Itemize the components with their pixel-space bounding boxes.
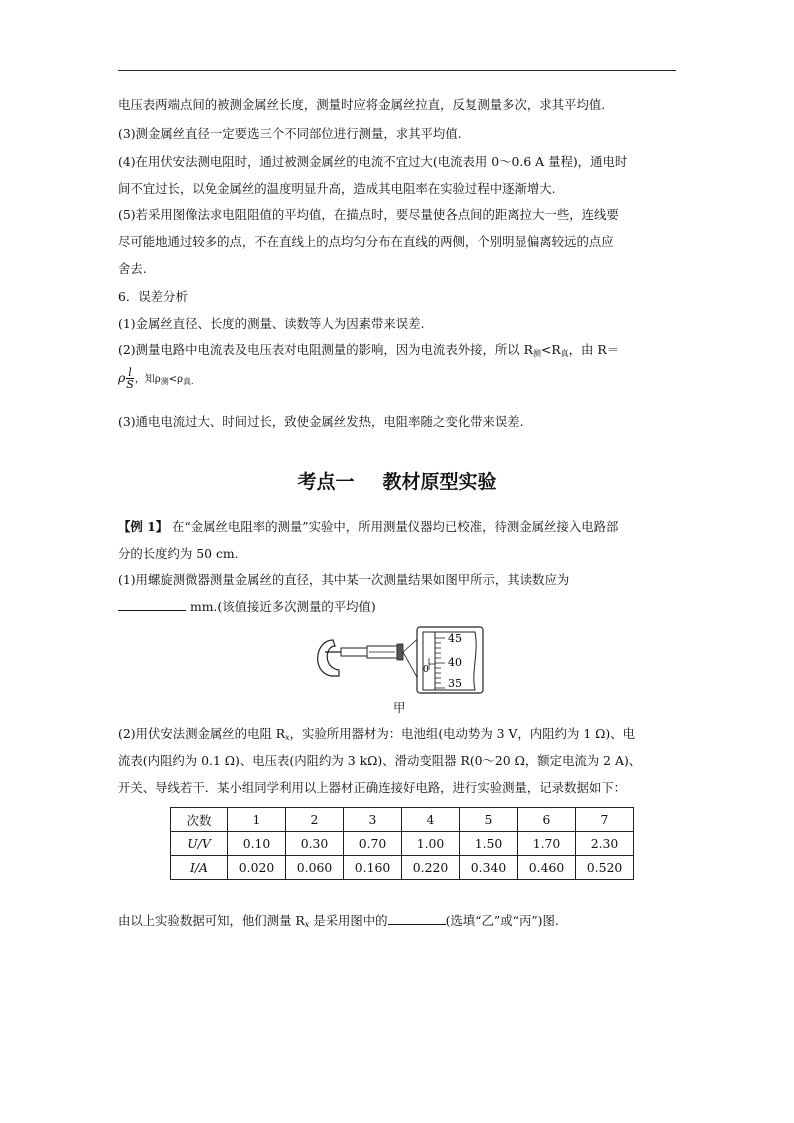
text-line: (1)用螺旋测微器测量金属丝的直径，其中某一次测量结果如图甲所示，其读数应为 [118, 572, 570, 587]
table-cell: 0.340 [460, 856, 518, 880]
heading-part: 考点一 [297, 471, 355, 493]
section-title: 6．误差分析 [118, 289, 188, 304]
text-run: (选填“乙”或“丙”)图. [445, 913, 559, 928]
table-row [171, 856, 634, 880]
table-cell: 0.020 [228, 856, 286, 880]
fraction-denominator: S [126, 378, 134, 391]
table-header-cell: 7 [576, 808, 634, 832]
text-run: ，知ρ [134, 374, 161, 385]
answer-blank[interactable] [118, 598, 186, 611]
heading-part: 教材原型实验 [382, 471, 497, 493]
table-cell: 0.10 [228, 832, 286, 856]
table-header-cell: 1 [228, 808, 286, 832]
answer-blank[interactable] [388, 912, 446, 925]
table-cell: 0.70 [344, 832, 402, 856]
text-run: <R [540, 342, 561, 357]
text-line: 分的长度约为 50 cm. [118, 546, 239, 561]
text-run: <ρ [168, 374, 183, 385]
table-cell: 1.70 [518, 832, 576, 856]
text-run: ，实验所用器材为：电池组(电动势为 3 V，内阻约为 1 Ω)、电 [289, 726, 636, 741]
text-line: 尽可能地通过较多的点，不在直线上的点均匀分布在直线的两侧，个别明显偏离较远的点应 [118, 234, 614, 249]
table-cell: 0.520 [576, 856, 634, 880]
text-line-rx [118, 725, 635, 747]
text-line: 开关、导线若干．某小组同学利用以上器材正确连接好电路，进行实验测量，记录数据如下： [118, 780, 627, 795]
text-run: 由以上实验数据可知，他们测量 R [118, 913, 305, 928]
scale-mark: 35 [448, 677, 462, 690]
scale-mark: 45 [448, 632, 462, 645]
table-cell: 1.00 [402, 832, 460, 856]
table-cell: 0.060 [286, 856, 344, 880]
row-label: I/A [171, 856, 228, 880]
text-line: 流表(内阻约为 0.1 Ω)、电压表(内阻约为 3 kΩ)、滑动变阻器 R(0～20 Ω，额定电流为 2 A)、 [118, 753, 642, 768]
table-header-cell: 6 [518, 808, 576, 832]
text-line: 舍去. [118, 261, 147, 276]
text-line: 间不宜过长，以免金属丝的温度明显升高，造成其电阻率在实验过程中逐渐增大. [118, 181, 556, 196]
section-heading [0, 467, 794, 494]
data-table [170, 807, 634, 880]
text-run: ，由 R＝ [568, 342, 620, 357]
text-line: (3)通电电流过大、时间过长，致使金属丝发热，电阻率随之变化带来误差. [118, 414, 524, 429]
zero-mark: 0 [423, 665, 429, 675]
table-row [171, 808, 634, 832]
table-cell: 0.160 [344, 856, 402, 880]
subscript: 测 [532, 349, 541, 358]
table-cell: 0.460 [518, 856, 576, 880]
table-cell: 0.30 [286, 832, 344, 856]
example-tag: 【例 1】 [118, 519, 169, 534]
example-line [118, 518, 618, 536]
text-line: (1)金属丝直径、长度的测量、读数等人为因素带来误差. [118, 316, 425, 331]
text-run: 在“金属丝电阻率的测量”实验中，所用测量仪器均已校准，待测金属丝接入电路部 [168, 519, 619, 534]
subscript: x [285, 733, 290, 742]
table-cell: 2.30 [576, 832, 634, 856]
scale-mark: 40 [448, 656, 462, 669]
rho-symbol: ρ [118, 370, 126, 385]
table-header-cell: 4 [402, 808, 460, 832]
fraction-numerator: l [128, 366, 132, 379]
text-run: (2)用伏安法测金属丝的电阻 R [118, 726, 286, 741]
subscript: 真. [183, 377, 194, 386]
answer-line [118, 912, 559, 934]
table-cell: 1.50 [460, 832, 518, 856]
text-run: mm.(该值接近多次测量的平均值) [186, 599, 376, 614]
table-header-cell: 次数 [171, 808, 228, 832]
subscript: x [304, 920, 310, 929]
text-line: (3)测金属丝直径一定要选三个不同部位进行测量，求其平均值. [118, 126, 462, 141]
text-line-formula [118, 341, 619, 363]
row-label: U/V [171, 832, 228, 856]
text-run: 是采用图中的 [309, 913, 388, 928]
header-rule [118, 70, 676, 71]
text-run: (2)测量电路中电流表及电压表对电阻测量的影响，因为电流表外接，所以 R [118, 342, 533, 357]
figure-caption: 甲 [393, 700, 406, 715]
table-row [171, 832, 634, 856]
answer-line [118, 598, 376, 616]
micrometer-figure [305, 624, 487, 696]
formula-line [118, 365, 194, 395]
table-cell: 0.220 [402, 856, 460, 880]
text-line: (5)若采用图像法求电阻阻值的平均值，在描点时，要尽量使各点间的距离拉大一些，连线要 [118, 207, 619, 222]
subscript: 真 [560, 349, 569, 358]
subscript: 测 [160, 377, 169, 386]
table-header-cell: 5 [460, 808, 518, 832]
text-line: 电压表两端点间的被测金属丝长度，测量时应将金属丝拉直，反复测量多次，求其平均值. [118, 97, 606, 112]
text-line: (4)在用伏安法测电阻时，通过被测金属丝的电流不宜过大(电流表用 0～0.6 A 量程)，通电时 [118, 154, 628, 169]
fraction [126, 367, 134, 390]
table-header-cell: 3 [344, 808, 402, 832]
table-header-cell: 2 [286, 808, 344, 832]
